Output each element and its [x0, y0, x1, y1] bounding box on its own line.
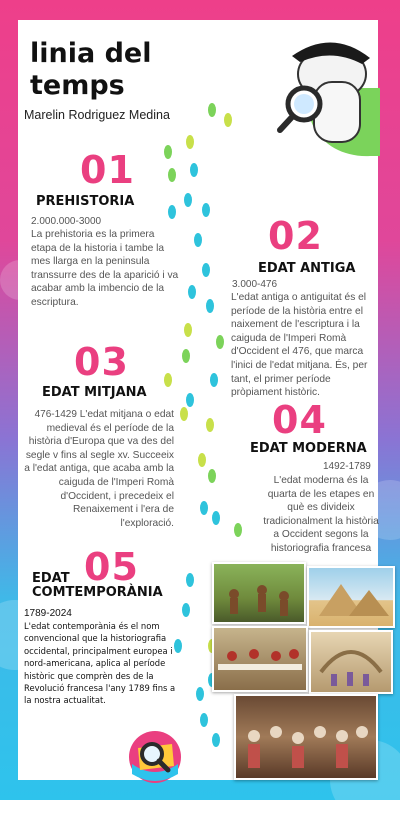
era-text: L'edat mitjana o edat medieval és el període de la història d'Europa que va des del segle v fins al segle xv. Succeeix a l'edat antiga, que acaba amb la caiguda de l'Imperi Romà d'Occident, i precedeix el Renaixement i l'era de l'exploració.: [24, 409, 174, 529]
era-dates: 3.000-476: [232, 279, 278, 290]
school-of-athens-photo-icon: [309, 630, 393, 694]
prehistory-photo-icon: [212, 562, 306, 624]
era-title: EDAT MITJANA: [42, 385, 147, 400]
era-number: 05: [84, 545, 139, 589]
era-title: EDAT MODERNA: [250, 441, 367, 456]
era-number: 04: [272, 398, 327, 442]
era-description: [24, 408, 174, 530]
era-description: L'edat moderna és la quarta de les etapes en què es divideix tradicionalment la història a Occident segons la historiografia francesa: [263, 475, 379, 554]
mascot-with-magnifier-icon: [270, 28, 380, 168]
era-dates: 1789-2024: [24, 608, 72, 619]
era-dates: 1492-1789: [323, 461, 371, 472]
era-dates: 476-1429: [34, 409, 77, 420]
author-name: Marelin Rodriguez Medina: [24, 108, 170, 122]
era-title: EDAT ANTIGA: [258, 261, 356, 276]
page-title: linia del temps: [30, 38, 152, 101]
era-title: PREHISTORIA: [36, 194, 135, 209]
era-number: 03: [74, 340, 129, 384]
era-description: L'edat antiga o antiguitat és el període de la història entre el naixement de l'escriptura i la caiguda de l'Imperi Romà d'Occident el 476, que marca l'inici de l'edat mitjana. És, per tant, el primer període pròpiament històric.: [231, 292, 368, 399]
salon-gathering-photo-icon: [234, 694, 378, 780]
era-number: 02: [268, 214, 323, 258]
pyramids-photo-icon: [307, 566, 395, 628]
era-number: 01: [80, 148, 135, 192]
magnifier-badge-icon: [128, 730, 182, 784]
era-description: La prehistoria es la primera etapa de la historia i tambe la mes llarga en la peninsula transsurre des de la aparició i va acabar amb la imbencio de la escriptura.: [31, 229, 179, 308]
era-dates: 2.000.000-3000: [31, 216, 102, 227]
medieval-feast-photo-icon: [212, 626, 308, 692]
era-description: L'edat contemporània és el nom convencional que la historiografia occidental, principalment europea i nord-americana, aplica al període històric que comprèn des de la Revolució francesa l'any 1789 fins a la nostra actualitat.: [24, 621, 176, 706]
era-title: EDAT COMTEMPORÀNIA: [32, 571, 163, 601]
